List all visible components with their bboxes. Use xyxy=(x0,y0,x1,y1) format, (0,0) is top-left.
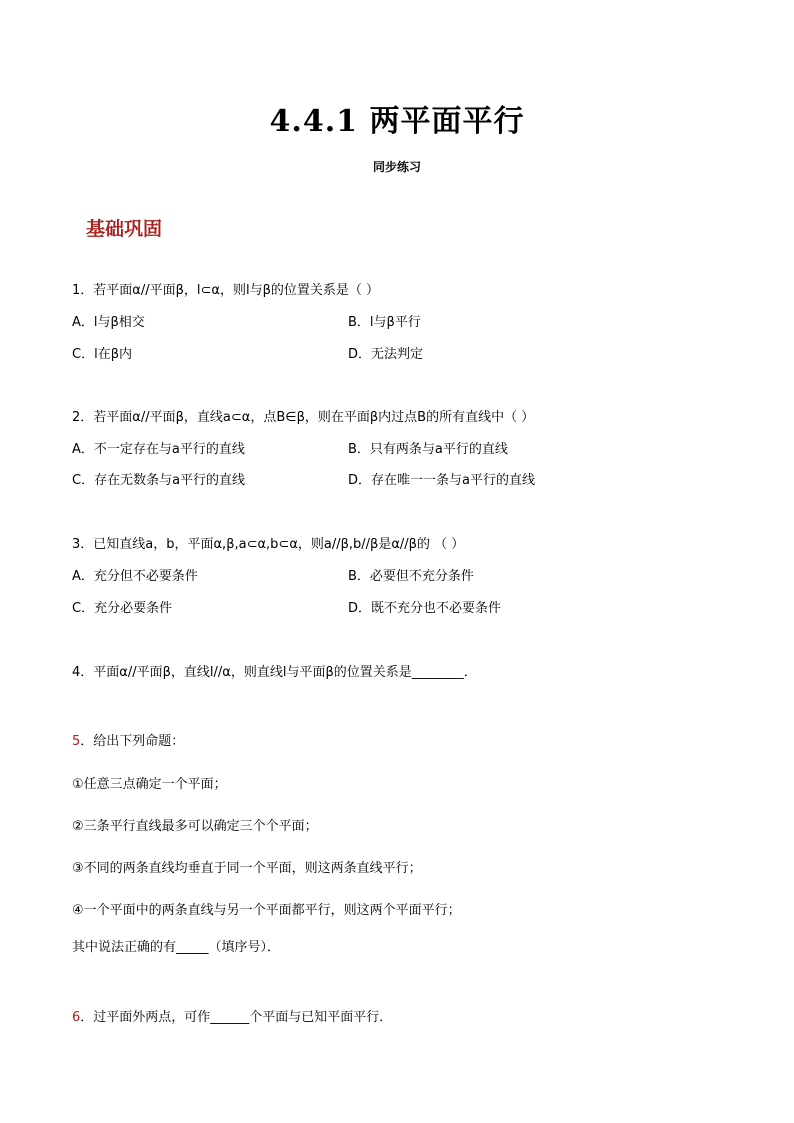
question-5-item-1: ①任意三点确定一个平面； xyxy=(72,777,227,792)
question-1-option-a: A．l与β相交 xyxy=(72,315,145,330)
question-5-tail: 其中说法正确的有_____（填序号）． xyxy=(72,940,281,955)
question-5-item-2: ②三条平行直线最多可以确定三个个平面； xyxy=(72,819,318,834)
question-4-stem: 4．平面α//平面β，直线l//α，则直线l与平面β的位置关系是________． xyxy=(72,665,477,680)
question-5-text: ．给出下列命题： xyxy=(80,734,185,749)
question-3-option-c: C．充分必要条件 xyxy=(72,601,173,616)
question-3-option-b: B．必要但不充分条件 xyxy=(348,569,474,584)
question-3-option-a: A．充分但不必要条件 xyxy=(72,569,198,584)
question-3-option-d: D．既不充分也不必要条件 xyxy=(348,601,502,616)
question-6-number: 6 xyxy=(72,1010,81,1025)
section-title: 基础巩固 xyxy=(86,218,163,240)
question-1-option-b: B．l与β平行 xyxy=(348,315,421,330)
question-2-option-d: D．存在唯一一条与a平行的直线 xyxy=(348,473,535,488)
question-6-stem xyxy=(72,1006,392,1025)
question-1-stem: 1．若平面α//平面β，l⊂α，则l与β的位置关系是（ ） xyxy=(72,283,380,298)
question-2-option-c: C．存在无数条与a平行的直线 xyxy=(72,473,246,488)
question-5-item-3: ③不同的两条直线均垂直于同一个平面，则这两条直线平行； xyxy=(72,861,422,876)
question-2-option-b: B．只有两条与a平行的直线 xyxy=(348,442,508,457)
question-1-option-d: D．无法判定 xyxy=(348,347,424,362)
question-6-text: ．过平面外两点，可作______个平面与已知平面平行． xyxy=(80,1010,393,1025)
question-5-number: 5 xyxy=(72,734,81,749)
question-5-stem xyxy=(72,730,184,749)
question-2-stem: 2．若平面α//平面β，直线a⊂α，点B∈β，则在平面β内过点B的所有直线中（ ） xyxy=(72,410,535,425)
page-subtitle: 同步练习 xyxy=(372,160,421,174)
question-5-item-4: ④一个平面中的两条直线与另一个平面都平行，则这两个平面平行； xyxy=(72,903,461,918)
question-3-stem: 3．已知直线a，b，平面α,β,a⊂α,b⊂α，则a//β,b//β是α//β的 （ ） xyxy=(72,537,465,552)
question-1-option-c: C．l在β内 xyxy=(72,347,132,362)
question-2-option-a: A．不一定存在与a平行的直线 xyxy=(72,442,245,457)
page-title: 4.4.1 两平面平行 xyxy=(269,104,525,139)
